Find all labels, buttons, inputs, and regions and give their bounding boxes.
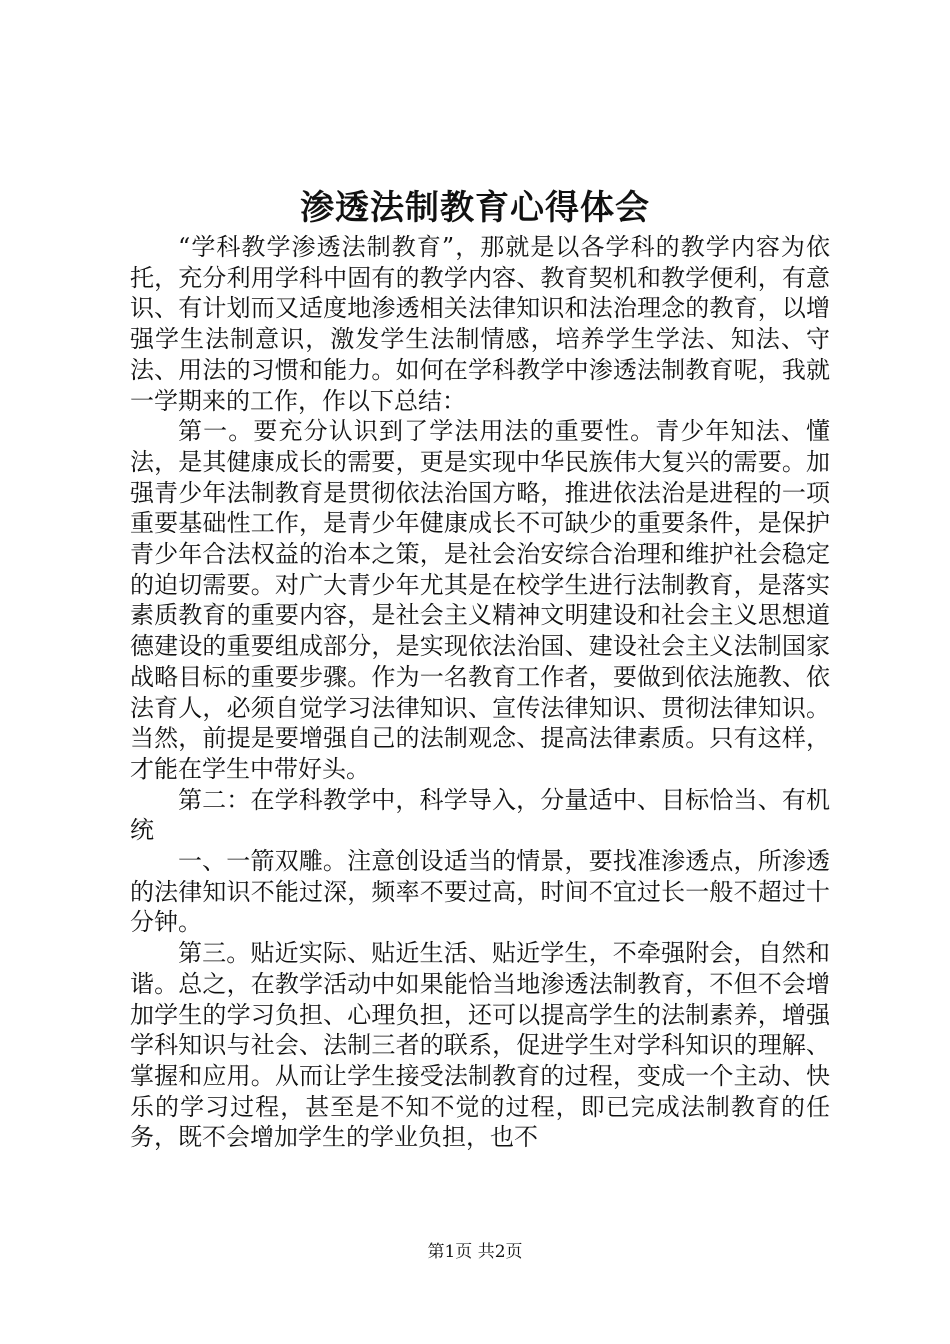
paragraph-first-point: 第一。要充分认识到了学法用法的重要性。青少年知法、懂法，是其健康成长的需要，更是实现中华民族伟大复兴的需要。加强青少年法制教育是贯彻依法治国方略，推进依法治是进程的一项重要基础性工作，是青少年健康成长不可缺少的重要条件，是保护青少年合法权益的治本之策，是社会治安综合治理和维护社会稳定的迫切需要。对广大青少年尤其是在校学生进行法制教育，是落实素质教育的重要内容，是社会主义精神文明建设和社会主义思想道德建设的重要组成部分，是实现依法治国、建设社会主义法制国家战略目标的重要步骤。作为一名教育工作者，要做到依法施教、依法育人，必须自觉学习法律知识、宣传法律知识、贯彻法律知识。当然，前提是要增强自己的法制观念、提高法律素质。只有这样，才能在学生中带好头。 (130, 417, 830, 783)
paragraph-second-point: 第二：在学科教学中，科学导入，分量适中、目标恰当、有机统 (130, 785, 830, 845)
page-number-footer: 第1页 共2页 (427, 1242, 523, 1262)
document-body (130, 232, 830, 1153)
paragraph-one-arrow-two-eagles: 一、一箭双雕。注意创设适当的情景，要找准渗透点，所渗透的法律知识不能过深，频率不要过高，时间不宜过长一般不超过十分钟。 (130, 847, 830, 937)
paragraph-third-point: 第三。贴近实际、贴近生活、贴近学生，不牵强附会，自然和谐。总之，在教学活动中如果能恰当地渗透法制教育，不但不会增加学生的学习负担、心理负担，还可以提高学生的法制素养，增强学科知识与社会、法制三者的联系，促进学生对学科知识的理解、掌握和应用。从而让学生接受法制教育的过程，变成一个主动、快乐的学习过程，甚至是不知不觉的过程，即已完成法制教育的任务，既不会增加学生的学业负担，也不 (130, 939, 830, 1152)
paragraph-intro: “学科教学渗透法制教育”，那就是以各学科的教学内容为依托，充分利用学科中固有的教学内容、教育契机和教学便利，有意识、有计划而又适度地渗透相关法律知识和法治理念的教育，以增强学生法制意识，激发学生法制情感，培养学生学法、知法、守法、用法的习惯和能力。如何在学科教学中渗透法制教育呢，我就一学期来的工作，作以下总结： (130, 233, 830, 415)
document-title: 渗透法制教育心得体会 (300, 188, 650, 228)
